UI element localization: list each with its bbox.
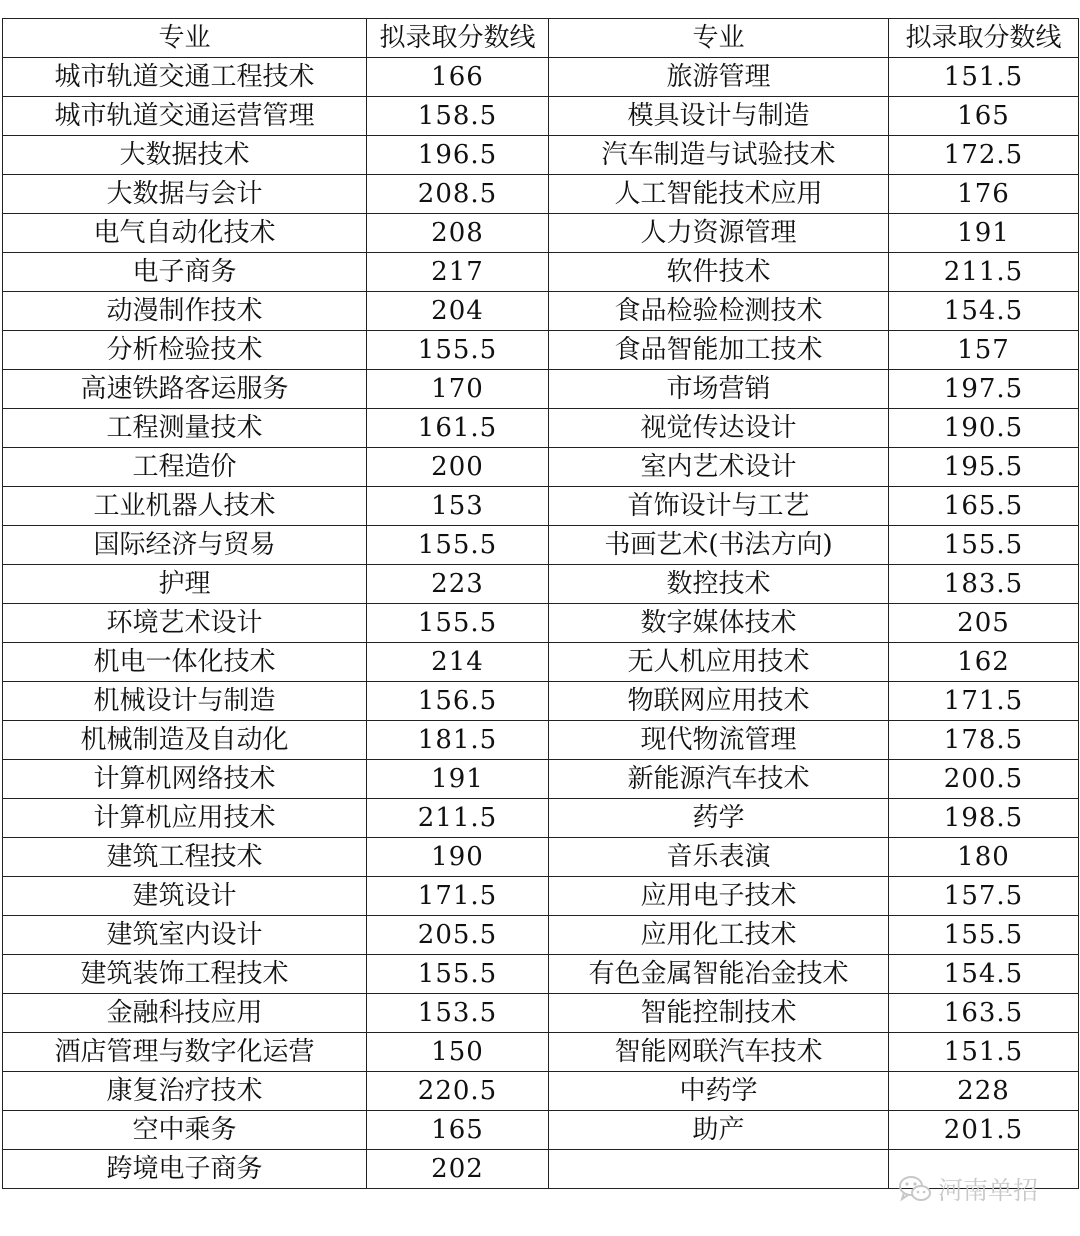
table-row (3, 955, 1079, 994)
cell-score-left: 202 (367, 1150, 549, 1189)
cell-major-left: 电气自动化技术 (3, 214, 367, 253)
cell-major-right: 数字媒体技术 (549, 604, 889, 643)
cell-score-left: 208.5 (367, 175, 549, 214)
cell-major-right: 有色金属智能冶金技术 (549, 955, 889, 994)
cell-major-left: 机电一体化技术 (3, 643, 367, 682)
table-row (3, 1072, 1079, 1111)
cell-major-right: 药学 (549, 799, 889, 838)
table-row (3, 721, 1079, 760)
cell-major-right: 智能控制技术 (549, 994, 889, 1033)
cell-score-left: 200 (367, 448, 549, 487)
cell-score-left: 155.5 (367, 604, 549, 643)
cell-score-right: 228 (889, 1072, 1079, 1111)
cell-major-right (549, 1150, 889, 1189)
cell-score-right: 172.5 (889, 136, 1079, 175)
cell-major-left: 护理 (3, 565, 367, 604)
cell-major-left: 分析检验技术 (3, 331, 367, 370)
cell-major-left: 计算机网络技术 (3, 760, 367, 799)
cell-major-left: 动漫制作技术 (3, 292, 367, 331)
cell-score-right: 197.5 (889, 370, 1079, 409)
header-row (3, 19, 1079, 58)
table-row (3, 292, 1079, 331)
watermark (898, 1172, 1038, 1206)
table-row (3, 214, 1079, 253)
cell-score-right: 154.5 (889, 292, 1079, 331)
table-row (3, 331, 1079, 370)
cell-score-left: 190 (367, 838, 549, 877)
cell-major-right: 市场营销 (549, 370, 889, 409)
cell-major-left: 金融科技应用 (3, 994, 367, 1033)
cell-score-left: 156.5 (367, 682, 549, 721)
cell-major-right: 旅游管理 (549, 58, 889, 97)
cell-major-right: 汽车制造与试验技术 (549, 136, 889, 175)
cell-score-left: 150 (367, 1033, 549, 1072)
cell-score-right: 211.5 (889, 253, 1079, 292)
cell-major-left: 国际经济与贸易 (3, 526, 367, 565)
cell-score-left: 217 (367, 253, 549, 292)
cell-major-right: 智能网联汽车技术 (549, 1033, 889, 1072)
cell-major-right: 现代物流管理 (549, 721, 889, 760)
cell-major-right: 食品智能加工技术 (549, 331, 889, 370)
header-score-left: 拟录取分数线 (367, 19, 549, 58)
cell-major-left: 电子商务 (3, 253, 367, 292)
cell-score-right: 176 (889, 175, 1079, 214)
cell-score-right: 195.5 (889, 448, 1079, 487)
cell-score-left: 223 (367, 565, 549, 604)
cell-score-right: 155.5 (889, 526, 1079, 565)
cell-major-right: 人力资源管理 (549, 214, 889, 253)
cell-major-left: 机械设计与制造 (3, 682, 367, 721)
header-major-right: 专业 (549, 19, 889, 58)
table-row (3, 487, 1079, 526)
cell-score-right: 191 (889, 214, 1079, 253)
cell-score-left: 214 (367, 643, 549, 682)
cell-major-left: 工程造价 (3, 448, 367, 487)
cell-score-right: 201.5 (889, 1111, 1079, 1150)
table-row (3, 994, 1079, 1033)
cell-score-left: 155.5 (367, 955, 549, 994)
cell-major-left: 跨境电子商务 (3, 1150, 367, 1189)
cell-major-left: 工程测量技术 (3, 409, 367, 448)
table-row (3, 604, 1079, 643)
cell-score-right: 151.5 (889, 58, 1079, 97)
table-row (3, 643, 1079, 682)
cell-major-right: 首饰设计与工艺 (549, 487, 889, 526)
cell-score-right: 165.5 (889, 487, 1079, 526)
cell-score-left: 158.5 (367, 97, 549, 136)
cell-major-right: 食品检验检测技术 (549, 292, 889, 331)
header-major-left: 专业 (3, 19, 367, 58)
cell-major-right: 应用化工技术 (549, 916, 889, 955)
cell-score-right: 165 (889, 97, 1079, 136)
cell-score-left: 153.5 (367, 994, 549, 1033)
table-row (3, 253, 1079, 292)
cell-major-left: 城市轨道交通运营管理 (3, 97, 367, 136)
cell-score-right: 198.5 (889, 799, 1079, 838)
cell-score-left: 153 (367, 487, 549, 526)
cell-score-left: 166 (367, 58, 549, 97)
watermark-text: 河南单招 (938, 1176, 1039, 1205)
cell-major-left: 建筑室内设计 (3, 916, 367, 955)
cell-score-left: 170 (367, 370, 549, 409)
cell-score-left: 205.5 (367, 916, 549, 955)
table-row (3, 136, 1079, 175)
wechat-icon (898, 1174, 932, 1204)
table-row (3, 526, 1079, 565)
cell-major-right: 视觉传达设计 (549, 409, 889, 448)
cell-major-right: 室内艺术设计 (549, 448, 889, 487)
cell-score-left: 155.5 (367, 331, 549, 370)
cell-score-right: 178.5 (889, 721, 1079, 760)
cell-major-right: 模具设计与制造 (549, 97, 889, 136)
cell-score-right: 157.5 (889, 877, 1079, 916)
cell-major-right: 物联网应用技术 (549, 682, 889, 721)
cell-score-right: 205 (889, 604, 1079, 643)
table-row (3, 370, 1079, 409)
table-row (3, 916, 1079, 955)
cell-major-left: 计算机应用技术 (3, 799, 367, 838)
header-score-right: 拟录取分数线 (889, 19, 1079, 58)
cell-score-left: 191 (367, 760, 549, 799)
cell-major-right: 数控技术 (549, 565, 889, 604)
cell-score-right: 190.5 (889, 409, 1079, 448)
cell-score-right: 200.5 (889, 760, 1079, 799)
cell-score-left: 211.5 (367, 799, 549, 838)
cell-major-left: 空中乘务 (3, 1111, 367, 1150)
cell-major-right: 应用电子技术 (549, 877, 889, 916)
cell-major-left: 大数据技术 (3, 136, 367, 175)
cell-score-right: 171.5 (889, 682, 1079, 721)
cell-major-left: 大数据与会计 (3, 175, 367, 214)
cell-score-left: 204 (367, 292, 549, 331)
cell-major-right: 音乐表演 (549, 838, 889, 877)
score-table (2, 18, 1079, 1189)
cell-score-left: 161.5 (367, 409, 549, 448)
cell-score-right: 183.5 (889, 565, 1079, 604)
cell-major-left: 工业机器人技术 (3, 487, 367, 526)
cell-major-right: 中药学 (549, 1072, 889, 1111)
cell-major-left: 康复治疗技术 (3, 1072, 367, 1111)
table-row (3, 1111, 1079, 1150)
cell-score-left: 181.5 (367, 721, 549, 760)
table-row (3, 448, 1079, 487)
cell-major-right: 书画艺术(书法方向) (549, 526, 889, 565)
cell-major-left: 酒店管理与数字化运营 (3, 1033, 367, 1072)
cell-major-right: 无人机应用技术 (549, 643, 889, 682)
cell-score-right: 157 (889, 331, 1079, 370)
cell-score-right: 151.5 (889, 1033, 1079, 1072)
cell-score-left: 155.5 (367, 526, 549, 565)
cell-score-left: 196.5 (367, 136, 549, 175)
cell-score-left: 208 (367, 214, 549, 253)
table-row (3, 58, 1079, 97)
table-body (3, 58, 1079, 1189)
table-row (3, 760, 1079, 799)
table-row (3, 409, 1079, 448)
cell-score-left: 171.5 (367, 877, 549, 916)
cell-score-right: 163.5 (889, 994, 1079, 1033)
table-row (3, 175, 1079, 214)
cell-major-left: 建筑装饰工程技术 (3, 955, 367, 994)
table-row (3, 838, 1079, 877)
cell-major-right: 人工智能技术应用 (549, 175, 889, 214)
table-row (3, 97, 1079, 136)
table-row (3, 799, 1079, 838)
cell-score-right: 155.5 (889, 916, 1079, 955)
cell-major-left: 建筑设计 (3, 877, 367, 916)
cell-major-right: 新能源汽车技术 (549, 760, 889, 799)
table-row (3, 565, 1079, 604)
cell-major-right: 软件技术 (549, 253, 889, 292)
cell-major-right: 助产 (549, 1111, 889, 1150)
table-row (3, 877, 1079, 916)
cell-score-left: 220.5 (367, 1072, 549, 1111)
cell-score-right: 162 (889, 643, 1079, 682)
table-row (3, 1033, 1079, 1072)
cell-score-right: 180 (889, 838, 1079, 877)
cell-major-left: 环境艺术设计 (3, 604, 367, 643)
cell-major-left: 高速铁路客运服务 (3, 370, 367, 409)
cell-major-left: 城市轨道交通工程技术 (3, 58, 367, 97)
cell-major-left: 机械制造及自动化 (3, 721, 367, 760)
cell-major-left: 建筑工程技术 (3, 838, 367, 877)
cell-score-right: 154.5 (889, 955, 1079, 994)
cell-score-left: 165 (367, 1111, 549, 1150)
table-row (3, 682, 1079, 721)
